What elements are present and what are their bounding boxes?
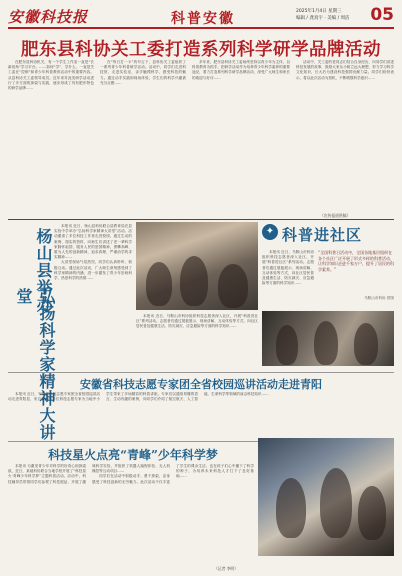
science-community-quote: “全国科普日活动中，全国各地基层组织在各个社区广泛开展了形式多样的科普活动，让科学知识走进千家万户，提升了居民的科学素养。” (318, 250, 394, 272)
science-community-text (262, 250, 314, 308)
vertical-headline-line2: 弘扬科学家精神大讲堂 (14, 288, 56, 441)
article-main-col4 (296, 60, 394, 212)
article-mid (8, 392, 394, 438)
photo-figure (354, 323, 378, 365)
main-signature: （宣传报道供稿） (320, 213, 351, 218)
article-main-text-1: 在肥东县科协机关，有一个学生工作室一直是“长新视角”学习平台。……如何“学”、学什么，一直是关工委在“控制”和青少年科普教育活动中的重要内容。从县科协关工委领导成员。近年来对此类研学活动进行了多方面的探索与实践，逐步形成了具有肥东特色的研学品牌…… (8, 60, 94, 91)
photo-lecture-audience (136, 222, 258, 310)
photo-community-activity (262, 311, 394, 366)
photo-figure (180, 256, 208, 306)
issue-date: 2025年1月4日 星期三 (296, 9, 342, 14)
bottom-headline: 科技星火点亮“青峰”少年科学梦 (48, 448, 218, 462)
article-mid-text: 本报讯 近日，安徽省科技志愿专家团全省校园巡讲活动走进青阳县，来自省内的多位科技志愿专家为当地中小学生带来了多场精彩的科普讲座。专家们以通俗易懂的语言、生动有趣的案例，向同学们介绍了航空航天、人工智能、生命科学等领域的前沿科技知识…… (8, 392, 269, 402)
divider-top (8, 219, 394, 220)
divider-mid (8, 372, 394, 373)
photo-figure (314, 321, 338, 365)
section-title: 科普安徽 (171, 11, 235, 27)
photo-figure (276, 478, 306, 538)
article-bottom-text: 本报讯 为激发青少年对科学的好奇心和探索欲，近日，某地科协联合当地学校开展了“科技星火·青峰少年科学梦”主题科普活动。活动中，科技辅导员带领同学们参观了科技展品，开展了趣味科学实验，并组织了机器人编程体验、无人机操控等互动项目…… (8, 464, 170, 484)
issue-editors: 编辑 / 龚真宇 · 美编 / 周洁 (296, 16, 350, 21)
article-left-text-2: 大讲堂现场气氛热烈，同学们认真聆听，积极互动。通过此次活动，广大师生深刻感受到了科学家精神的内涵，进一步激发了青少年崇尚科学、热爱科学的热情…… (54, 260, 132, 281)
article-center-text: 本报讯 近日，马鞍山市科协组织科技志愿者深入社区，开展“科普进社区”系列活动。志愿者们通过展板展示、现场讲解、互动体验等方式，向社区居民普及健康生活、防灾减灾、应急避险等方面的科学知识…… (136, 314, 258, 329)
photo-credit: 马鞍山市科协 供图 (364, 296, 394, 300)
photo-figure (276, 325, 298, 365)
newspaper-logo: 安徽科技报 (8, 8, 89, 26)
article-left-col (54, 224, 132, 370)
masthead (8, 5, 394, 29)
photo-figure (218, 264, 248, 308)
main-headline: 肥东县科协关工委打造系列科学研学品牌活动 (21, 40, 381, 60)
article-main-col2 (100, 60, 186, 220)
page-number: 05 (370, 5, 394, 25)
article-center-col (136, 314, 258, 372)
article-bottom (8, 464, 254, 568)
science-community-article: 本报讯 近日，马鞍山市科协组织科技志愿者深入社区，开展“科普进社区”系列活动。志愿者们通过展板展示、现场讲解、互动体验等方式，向社区居民普及健康生活、防灾减灾、应急避险等方面的科学知识…… (262, 250, 314, 286)
mid-headline: 安徽省科技志愿专家团全省校园巡讲活动走进青阳 (80, 378, 322, 391)
photo-figure (358, 486, 386, 540)
photo-student-science (258, 438, 394, 556)
photo-figure (320, 468, 352, 538)
science-icon: ✦ (262, 224, 278, 240)
article-main-text-3: 多年来，肥东县科协关工委始终坚持以青少年为主体，以科普教育为抓手，把研学活动作为培养青少年科学素养的重要途径，着力打造系列科学研学品牌活动，深受广大师生和家长的欢迎与好评…… (192, 60, 290, 80)
issue-info (296, 8, 366, 22)
science-community-title: 科普进社区 (282, 226, 363, 244)
article-main-text-4: 活动中，关工委的老同志们结合自身经历，向同学们讲述科技发展的故事，鼓励大家从小树立远大理想，努力学习科学文化知识，长大后为建设科技强国贡献力量。同学们纷纷表示，将以此次活动为契机，不断增强科学意识…… (296, 60, 394, 80)
article-main-col1 (8, 60, 94, 220)
article-main-text-2: 在“每日打一卡”的号召下，县科协关工委组织了一系列青少年科普研学活动。活动中，同学们走进科技馆、走进实验室，亲手触摸科学，感受科技的魅力。通过动手实践和现场体验，学生们的科学兴趣被充分点燃…… (100, 60, 186, 85)
vertical-headline-line1: 杨山县举办 (34, 228, 53, 313)
article-bottom-text-2: 同学们在活动中积极动手、勇于探索，亲身感受了科技创新的无穷魅力。此次活动不仅丰富了学生的课余生活，也在孩子们心中播下了科学的种子，为培养未来科技人才打下了良好基础…… (92, 464, 254, 484)
bottom-signature: （记者 李明） (214, 566, 238, 571)
article-main-col3 (192, 60, 290, 220)
photo-figure (146, 262, 172, 306)
article-left-text: 本报讯 近日，杨山县科协联合县教育局在县实验中学举办“弘扬科学家精神大讲堂”活动。活动邀请了多位科技工作者走进校园，通过生动的案例、翔实的资料，向师生们讲述了老一辈科学家胸怀祖国、服务人民的爱国精神，勇攀高峰、敢为人先的创新精神，追求真理、严谨治学的求实精神…… (54, 224, 132, 260)
